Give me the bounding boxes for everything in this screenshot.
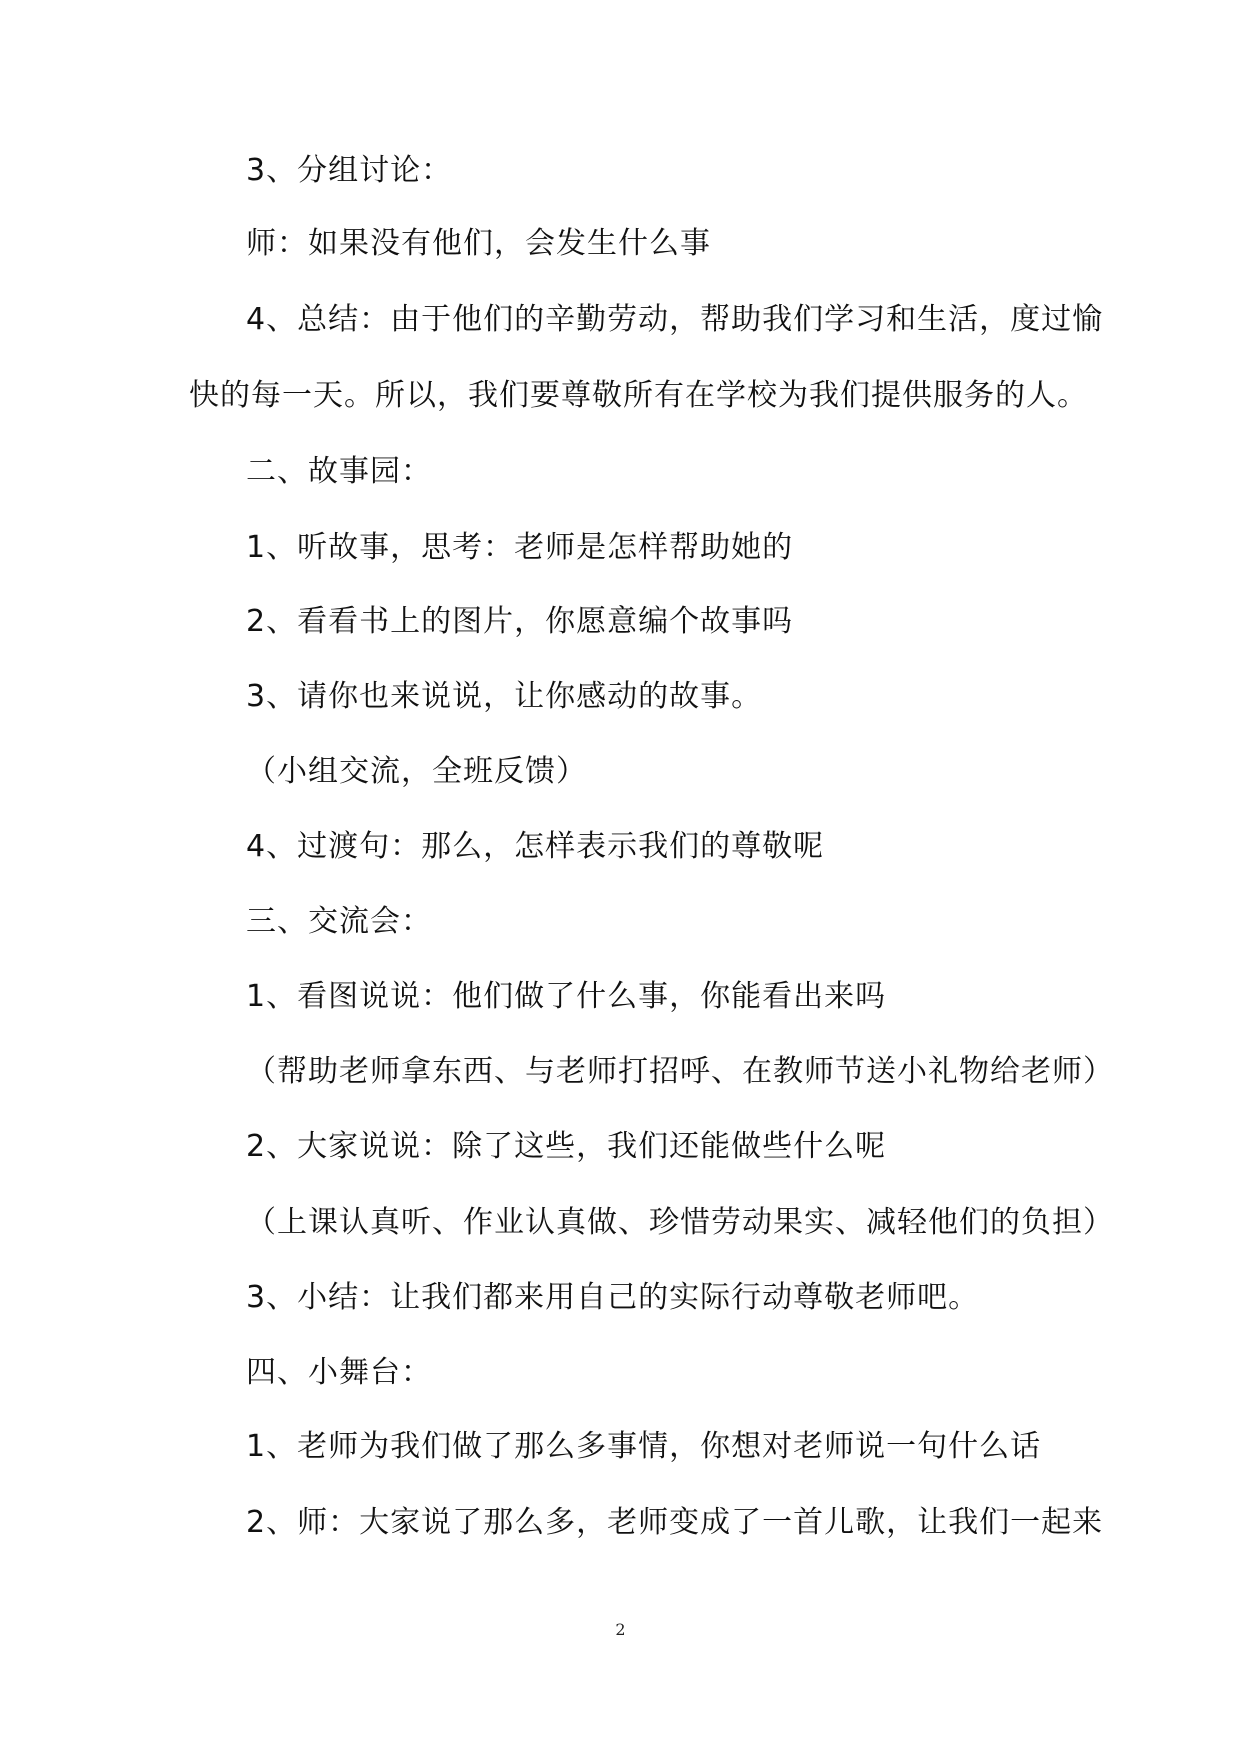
text-line: 2、大家说说：除了这些，我们还能做些什么呢 — [246, 1129, 887, 1164]
text-line: 2、看看书上的图片，你愿意编个故事吗 — [246, 604, 794, 639]
page-number: 2 — [615, 1620, 626, 1639]
text-line: （上课认真听、作业认真做、珍惜劳动果实、减轻他们的负担） — [246, 1205, 1114, 1240]
text-line: （帮助老师拿东西、与老师打招呼、在教师节送小礼物给老师） — [246, 1054, 1114, 1089]
text-line: 4、总结：由于他们的辛勤劳动，帮助我们学习和生活，度过愉 — [246, 302, 1104, 337]
text-line: 1、看图说说：他们做了什么事，你能看出来吗 — [246, 979, 887, 1014]
text-line: 2、师：大家说了那么多，老师变成了一首儿歌，让我们一起来 — [246, 1505, 1104, 1540]
section-heading: 四、小舞台： — [246, 1355, 432, 1390]
text-line: 3、请你也来说说，让你感动的故事。 — [246, 679, 763, 714]
section-heading: 二、故事园： — [246, 454, 432, 489]
text-line: 1、老师为我们做了那么多事情，你想对老师说一句什么话 — [246, 1429, 1042, 1464]
text-line: 3、小结：让我们都来用自己的实际行动尊敬老师吧。 — [246, 1280, 980, 1315]
text-line: 快的每一天。所以，我们要尊敬所有在学校为我们提供服务的人。 — [189, 378, 1088, 413]
text-line: （小组交流，全班反馈） — [246, 754, 587, 789]
text-line: 4、过渡句：那么，怎样表示我们的尊敬呢 — [246, 829, 825, 864]
text-line: 师：如果没有他们，会发生什么事 — [246, 226, 711, 261]
text-line: 1、听故事，思考：老师是怎样帮助她的 — [246, 530, 794, 565]
section-heading: 三、交流会： — [246, 904, 432, 939]
text-line: 3、分组讨论： — [246, 153, 453, 188]
